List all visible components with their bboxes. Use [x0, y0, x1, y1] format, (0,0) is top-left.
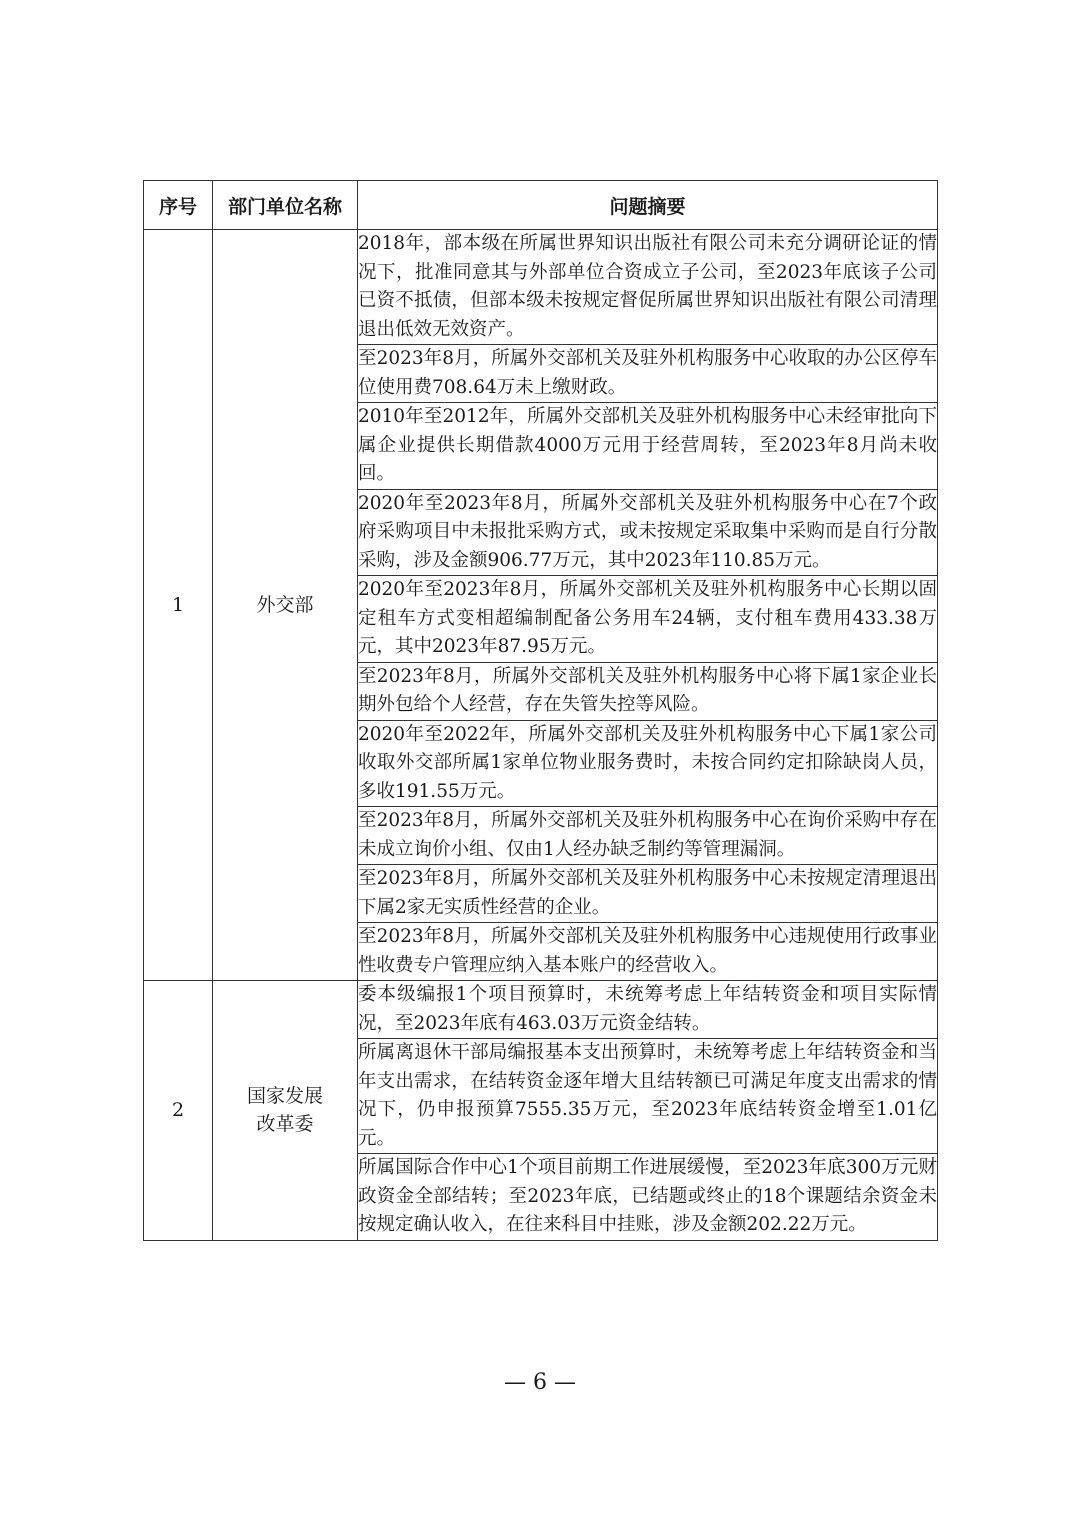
page-number: — 6 — — [504, 1370, 576, 1395]
header-seq: 序号 — [144, 181, 213, 230]
issue-cell: 至2023年8月，所属外交部机关及驻外机构服务中心将下属1家企业长期外包给个人经营，存在失管失控等风险。 — [358, 662, 938, 720]
table-row — [144, 981, 938, 1039]
issue-cell: 2020年至2023年8月，所属外交部机关及驻外机构服务中心长期以固定租车方式变相超编制配备公务用车24辆，支付租车费用433.38万元，其中2023年87.95万元。 — [358, 576, 938, 663]
issue-cell: 所属国际合作中心1个项目前期工作进展缓慢，至2023年底300万元财政资金全部结转；至2023年底，已结题或终止的18个课题结余资金未按规定确认收入，在往来科目中挂账，涉及金额202.22万元。 — [358, 1154, 938, 1241]
dept-cell — [213, 230, 358, 981]
dept-cell — [213, 981, 358, 1241]
dept-name: 国家发展改革委 — [246, 1085, 323, 1136]
header-summary: 问题摘要 — [358, 181, 938, 230]
issue-cell: 至2023年8月，所属外交部机关及驻外机构服务中心未按规定清理退出下属2家无实质性经营的企业。 — [358, 865, 938, 923]
issue-cell: 所属离退休干部局编报基本支出预算时，未统筹考虑上年结转资金和当年支出需求，在结转资金逐年增大且结转额已可满足年度支出需求的情况下，仍申报预算7555.35万元，至2023年底结转资金增至1.01亿元。 — [358, 1039, 938, 1154]
dept-name: 外交部 — [256, 594, 314, 616]
issue-cell: 2018年，部本级在所属世界知识出版社有限公司未充分调研论证的情况下，批准同意其与外部单位合资成立子公司，至2023年底该子公司已资不抵债，但部本级未按规定督促所属世界知识出版社有限公司清理退出低效无效资产。 — [358, 230, 938, 345]
issue-cell: 2020年至2022年，所属外交部机关及驻外机构服务中心下属1家公司收取外交部所属1家单位物业服务费时，未按合同约定扣除缺岗人员，多收191.55万元。 — [358, 720, 938, 807]
table-header-row — [144, 181, 938, 230]
issue-cell: 2020年至2023年8月，所属外交部机关及驻外机构服务中心在7个政府采购项目中未报批采购方式，或未按规定采取集中采购而是自行分散采购，涉及金额906.77万元，其中2023年110.85万元。 — [358, 489, 938, 576]
issues-table — [143, 180, 938, 1241]
issue-cell: 至2023年8月，所属外交部机关及驻外机构服务中心收取的办公区停车位使用费708.64万未上缴财政。 — [358, 345, 938, 403]
issue-cell: 至2023年8月，所属外交部机关及驻外机构服务中心违规使用行政事业性收费专户管理应纳入基本账户的经营收入。 — [358, 923, 938, 981]
seq-cell: 2 — [144, 981, 213, 1241]
issue-cell: 2010年至2012年，所属外交部机关及驻外机构服务中心未经审批向下属企业提供长期借款4000万元用于经营周转，至2023年8月尚未收回。 — [358, 403, 938, 490]
issue-cell: 委本级编报1个项目预算时，未统筹考虑上年结转资金和项目实际情况，至2023年底有463.03万元资金结转。 — [358, 981, 938, 1039]
header-dept: 部门单位名称 — [213, 181, 358, 230]
issue-cell: 至2023年8月，所属外交部机关及驻外机构服务中心在询价采购中存在未成立询价小组、仅由1人经办缺乏制约等管理漏洞。 — [358, 807, 938, 865]
table-row — [144, 230, 938, 345]
seq-cell: 1 — [144, 230, 213, 981]
